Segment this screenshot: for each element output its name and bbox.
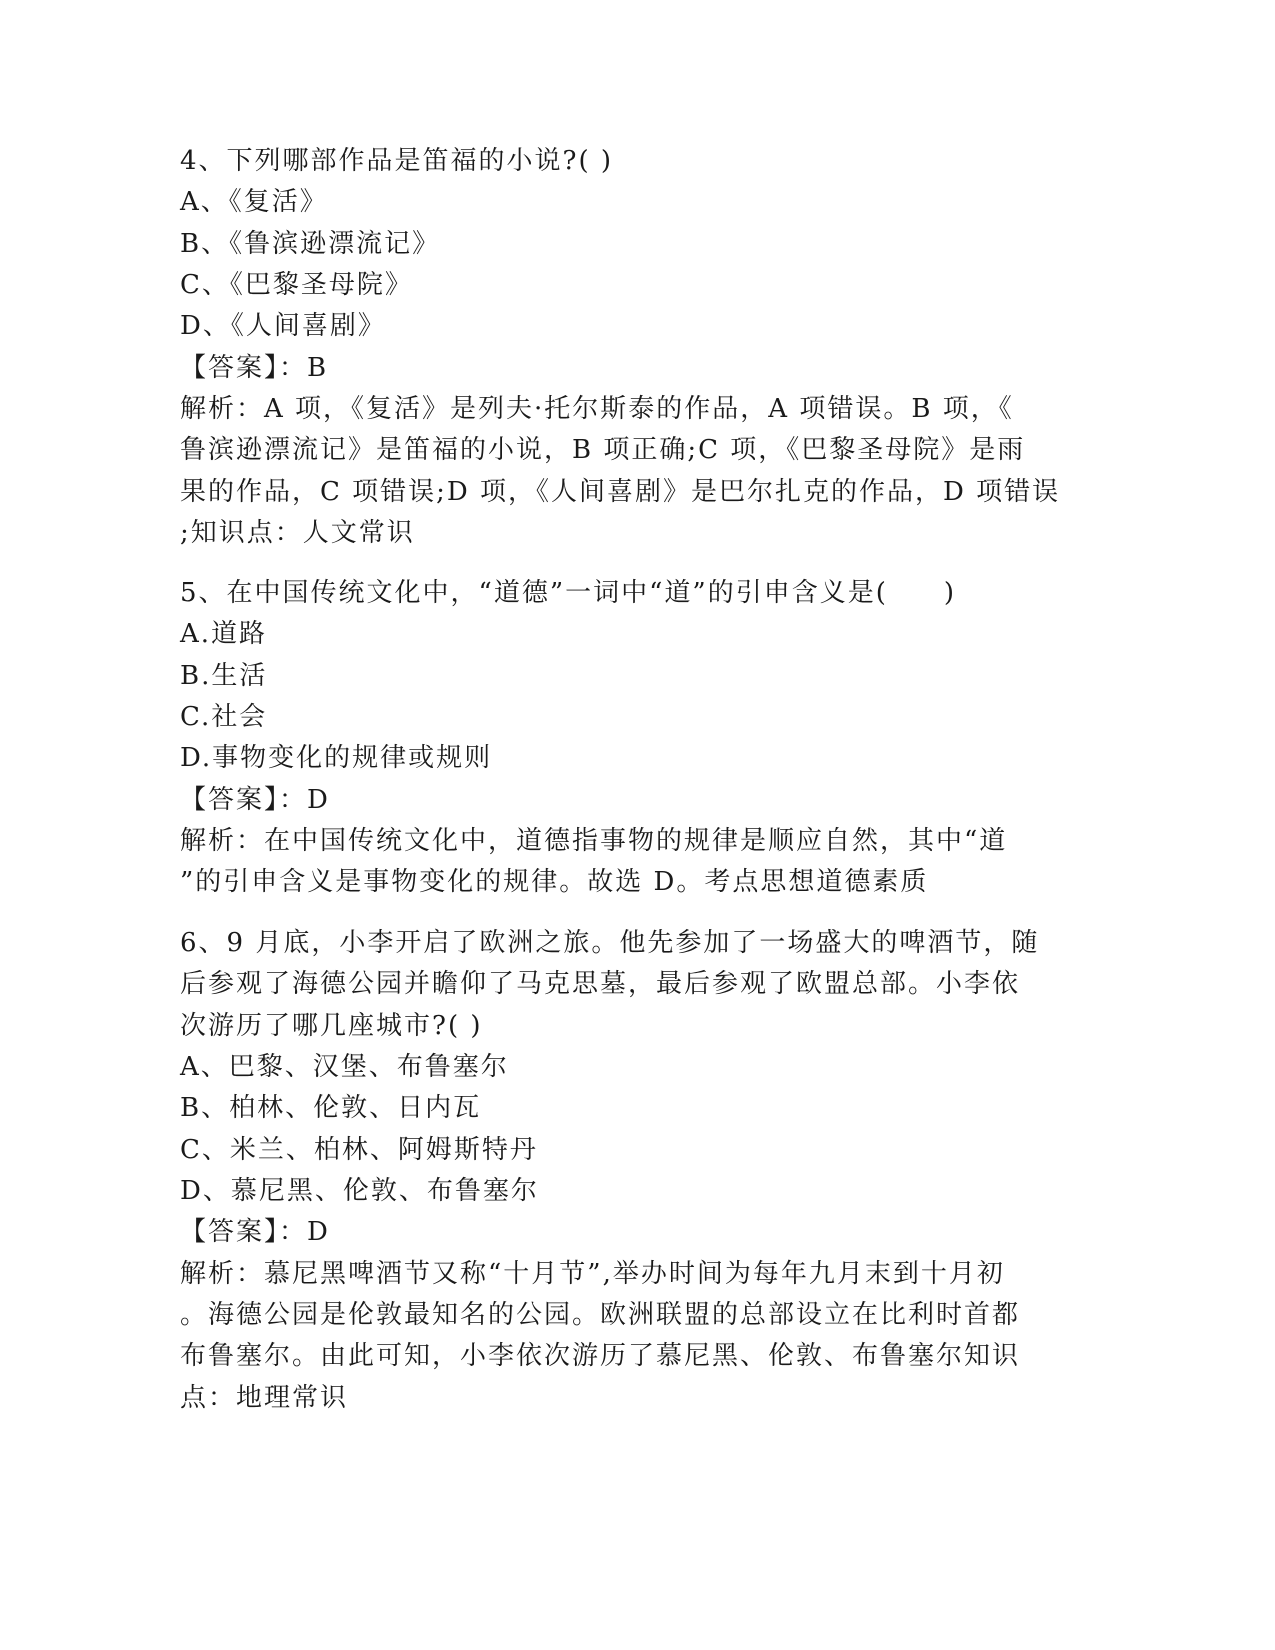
- question-5-analysis-line: 解析：在中国传统文化中，道德指事物的规律是顺应自然，其中“道: [180, 826, 1008, 856]
- question-6-analysis-line: 点：地理常识: [180, 1383, 349, 1413]
- question-5-analysis-line: ”的引申含义是事物变化的规律。故选 D。考点思想道德素质: [180, 867, 929, 897]
- question-4-analysis-line: ;知识点：人文常识: [180, 518, 415, 548]
- question-6-analysis-line: 布鲁塞尔。由此可知，小李依次游历了慕尼黑、伦敦、布鲁塞尔知识: [180, 1341, 1021, 1371]
- question-4-analysis-line: 鲁滨逊漂流记》是笛福的小说，B 项正确;C 项，《巴黎圣母院》是雨: [180, 435, 1026, 465]
- question-5-option-c: C.社会: [180, 702, 268, 732]
- question-4-option-c: C、《巴黎圣母院》: [180, 270, 413, 300]
- question-6-option-d: D、慕尼黑、伦敦、布鲁塞尔: [180, 1176, 539, 1206]
- question-4-stem: 4、下列哪部作品是笛福的小说?( ): [180, 146, 614, 176]
- question-6-analysis-line: 解析：慕尼黑啤酒节又称“十月节”,举办时间为每年九月末到十月初: [180, 1259, 1005, 1289]
- question-4-option-d: D、《人间喜剧》: [180, 311, 386, 341]
- question-6-option-c: C、米兰、柏林、阿姆斯特丹: [180, 1135, 538, 1165]
- question-5-option-b: B.生活: [180, 661, 268, 691]
- question-4-answer: 【答案】：B: [180, 353, 329, 383]
- question-6-answer: 【答案】：D: [180, 1217, 330, 1247]
- question-6-stem: 后参观了海德公园并瞻仰了马克思墓，最后参观了欧盟总部。小李依: [180, 969, 1021, 999]
- question-4-option-a: A、《复活》: [180, 187, 328, 217]
- question-4-option-b: B、《鲁滨逊漂流记》: [180, 229, 441, 259]
- question-5-option-d: D.事物变化的规律或规则: [180, 743, 493, 773]
- question-6-option-b: B、柏林、伦敦、日内瓦: [180, 1093, 482, 1123]
- question-6-option-a: A、巴黎、汉堡、布鲁塞尔: [180, 1052, 509, 1082]
- question-5-option-a: A.道路: [180, 619, 268, 649]
- question-4-analysis-line: 解析：A 项，《复活》是列夫·托尔斯泰的作品，A 项错误。B 项，《: [180, 394, 1014, 424]
- question-6-stem: 次游历了哪几座城市?( ): [180, 1011, 483, 1041]
- question-6-stem: 6、9 月底，小李开启了欧洲之旅。他先参加了一场盛大的啤酒节，随: [180, 928, 1040, 958]
- question-5-answer: 【答案】：D: [180, 785, 330, 815]
- question-5-stem: 5、在中国传统文化中，“道德”一词中“道”的引申含义是( ): [180, 578, 956, 608]
- question-4-analysis-line: 果的作品，C 项错误;D 项，《人间喜剧》是巴尔扎克的作品，D 项错误: [180, 477, 1061, 507]
- question-6-analysis-line: 。海德公园是伦敦最知名的公园。欧洲联盟的总部设立在比利时首都: [180, 1300, 1021, 1330]
